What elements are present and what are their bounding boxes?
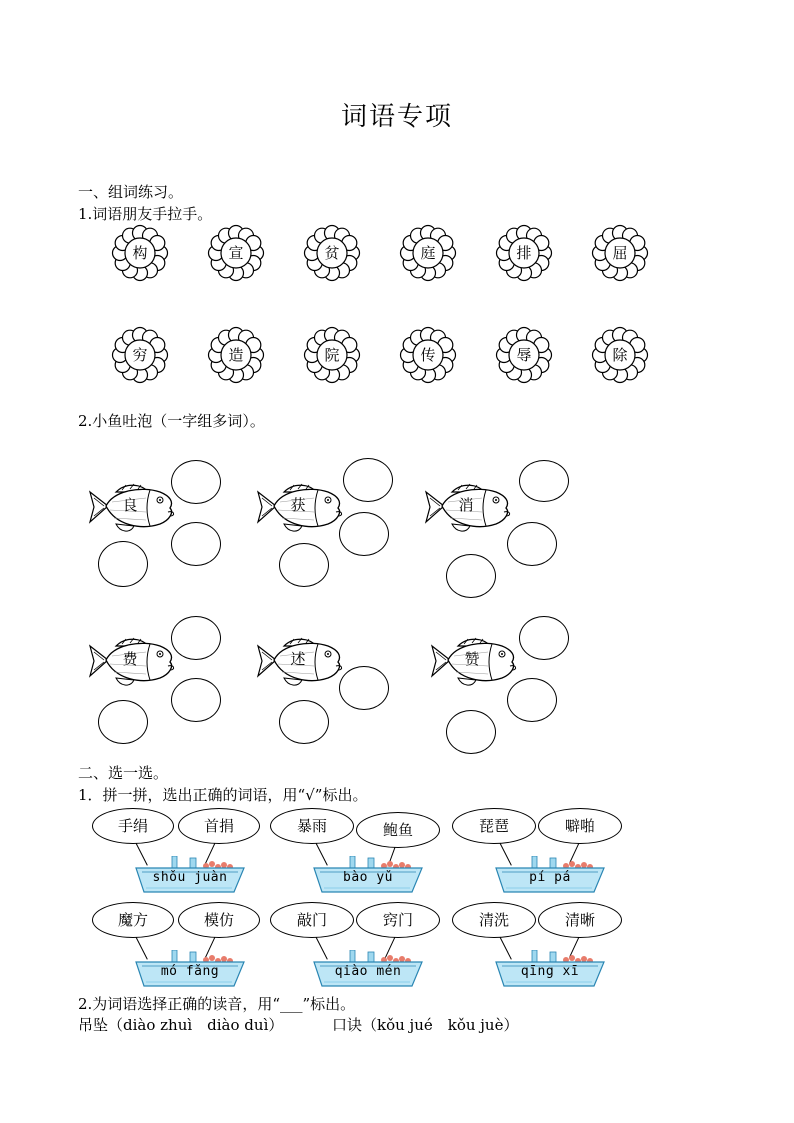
flower-char: 院 xyxy=(324,346,340,364)
basket-icon xyxy=(312,856,424,896)
flower-char: 排 xyxy=(516,244,532,262)
pinyin-label: shǒu juàn xyxy=(152,870,228,885)
answer-bubble[interactable] xyxy=(446,710,496,754)
pinyin-label: mó fǎng xyxy=(160,964,220,979)
answer-bubble[interactable] xyxy=(339,512,389,556)
flower-word-3 xyxy=(302,223,362,283)
answer-bubble[interactable] xyxy=(343,458,393,502)
answer-bubble[interactable] xyxy=(446,554,496,598)
section2-q1-label: 1．拼一拼，选出正确的词语，用“√”标出。 xyxy=(78,786,368,804)
fish-2 xyxy=(254,478,346,538)
fish-3 xyxy=(422,478,514,538)
fish-6 xyxy=(428,632,520,692)
pinyin-label: qiào mén xyxy=(334,964,402,979)
answer-bubble[interactable] xyxy=(171,460,221,504)
word-option-right[interactable]: 模仿 xyxy=(178,902,260,938)
flower-word-7 xyxy=(110,325,170,385)
word-option-left[interactable]: 手绢 xyxy=(92,808,174,844)
basket-icon xyxy=(134,950,246,990)
word-option-left[interactable]: 暴雨 xyxy=(270,808,354,844)
flower-word-4 xyxy=(398,223,458,283)
answer-bubble[interactable] xyxy=(171,522,221,566)
word-option-left[interactable]: 敲门 xyxy=(270,902,354,938)
fish-char: 良 xyxy=(122,496,138,514)
flower-word-2 xyxy=(206,223,266,283)
word-option-right[interactable]: 噼啪 xyxy=(538,808,622,844)
word-option-right[interactable]: 窍门 xyxy=(356,902,440,938)
word-option-left[interactable]: 琵琶 xyxy=(452,808,536,844)
flower-char: 屈 xyxy=(612,244,628,262)
basket-icon xyxy=(312,950,424,990)
answer-bubble[interactable] xyxy=(171,678,221,722)
flower-word-6 xyxy=(590,223,650,283)
word-option-right[interactable]: 首捐 xyxy=(178,808,260,844)
word-option-right[interactable]: 鲍鱼 xyxy=(356,812,440,848)
section2-heading: 二、选一选。 xyxy=(78,764,169,782)
flower-char: 除 xyxy=(612,346,628,364)
answer-bubble[interactable] xyxy=(519,460,569,502)
fish-1 xyxy=(86,478,178,538)
flower-word-1 xyxy=(110,223,170,283)
pinyin-label: bào yǔ xyxy=(343,870,393,885)
flower-char: 造 xyxy=(228,346,244,364)
section2-q2-label: 2.为词语选择正确的读音，用“___”标出。 xyxy=(78,995,356,1013)
basket-icon xyxy=(494,856,606,896)
flower-word-10 xyxy=(398,325,458,385)
answer-bubble[interactable] xyxy=(519,616,569,660)
word-option-right[interactable]: 清晰 xyxy=(538,902,622,938)
section1-q2-label: 2.小鱼吐泡（一字组多词）。 xyxy=(78,412,265,430)
flower-char: 穷 xyxy=(132,346,148,364)
fish-4 xyxy=(86,632,178,692)
word-choice-group-3 xyxy=(450,808,640,896)
page-title: 词语专项 xyxy=(340,102,453,132)
fish-char: 消 xyxy=(458,496,474,514)
flower-word-8 xyxy=(206,325,266,385)
pronunciation-item-1[interactable]: 吊坠（diào zhuì diào duì） xyxy=(78,1016,284,1034)
answer-bubble[interactable] xyxy=(279,543,329,587)
word-option-left[interactable]: 魔方 xyxy=(92,902,174,938)
fish-char: 获 xyxy=(290,496,306,514)
fish-char: 费 xyxy=(122,650,138,668)
answer-bubble[interactable] xyxy=(507,678,557,722)
flower-char: 宣 xyxy=(228,244,244,262)
flower-char: 构 xyxy=(132,244,148,262)
flower-char: 辱 xyxy=(516,346,532,364)
answer-bubble[interactable] xyxy=(507,522,557,566)
flower-word-9 xyxy=(302,325,362,385)
flower-char: 贫 xyxy=(324,244,340,262)
section1-q1-label: 1.词语朋友手拉手。 xyxy=(78,205,213,223)
word-choice-group-4 xyxy=(88,902,278,990)
basket-icon xyxy=(134,856,246,896)
answer-bubble[interactable] xyxy=(98,541,148,587)
flower-char: 庭 xyxy=(420,244,436,262)
section1-heading: 一、组词练习。 xyxy=(78,183,184,201)
pinyin-label: qīng xī xyxy=(520,964,580,979)
flower-char: 传 xyxy=(420,346,436,364)
fish-5 xyxy=(254,632,346,692)
word-choice-group-1 xyxy=(88,808,278,896)
answer-bubble[interactable] xyxy=(98,700,148,744)
flower-word-11 xyxy=(494,325,554,385)
pronunciation-item-2[interactable]: 口诀（kǒu jué kǒu juè） xyxy=(332,1016,519,1034)
fish-char: 赞 xyxy=(464,650,480,668)
answer-bubble[interactable] xyxy=(171,616,221,660)
basket-icon xyxy=(494,950,606,990)
fish-char: 述 xyxy=(290,650,306,668)
answer-bubble[interactable] xyxy=(279,700,329,744)
word-choice-group-5 xyxy=(268,902,458,990)
pinyin-label: pí pá xyxy=(529,870,571,885)
flower-word-12 xyxy=(590,325,650,385)
word-choice-group-2 xyxy=(268,808,458,896)
word-option-left[interactable]: 清洗 xyxy=(452,902,536,938)
flower-word-5 xyxy=(494,223,554,283)
answer-bubble[interactable] xyxy=(339,666,389,710)
word-choice-group-6 xyxy=(450,902,640,990)
